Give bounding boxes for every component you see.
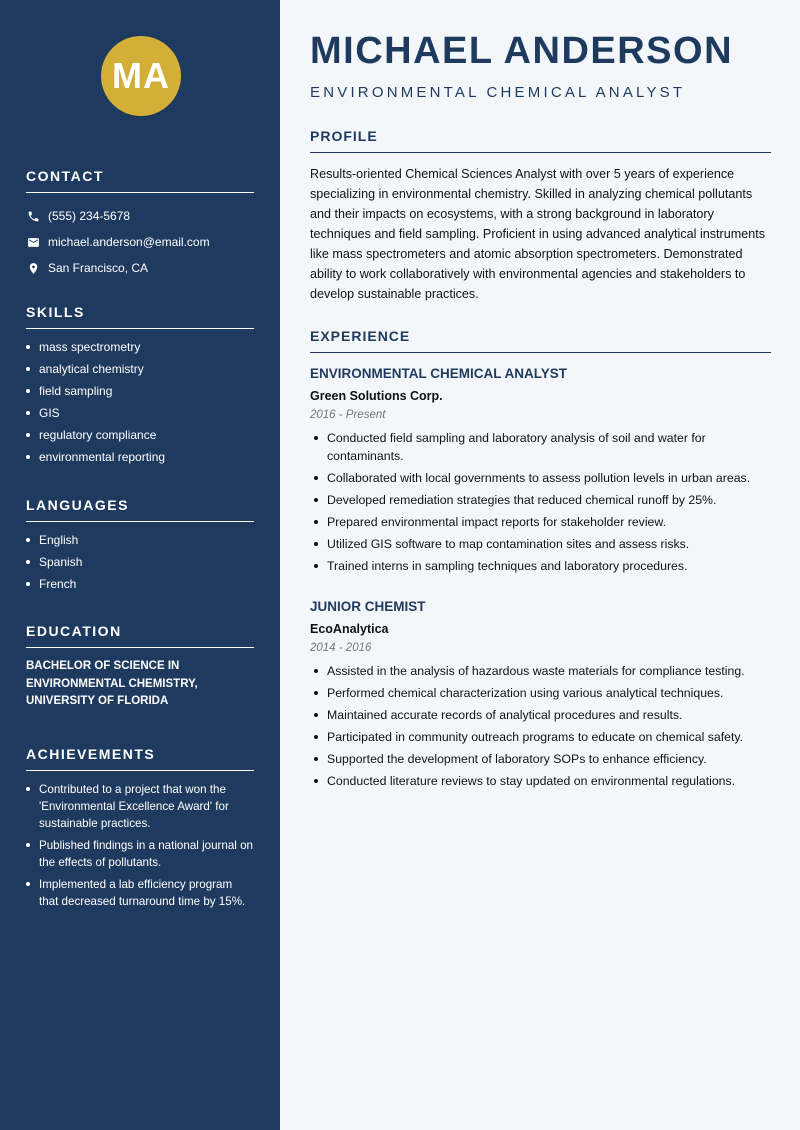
duty-item: Developed remediation strategies that reduced chemical runoff by 25%. — [310, 491, 771, 509]
email-icon — [26, 235, 40, 249]
job-dates: 2014 - 2016 — [310, 642, 372, 654]
duty-item: Supported the development of laboratory SOPs to enhance efficiency. — [310, 750, 771, 768]
email-text: michael.anderson@email.com — [48, 235, 210, 249]
achievement-item: Published findings in a national journal on the effects of pollutants. — [26, 837, 254, 871]
contact-heading: CONTACT — [26, 168, 254, 193]
education-degree: BACHELOR OF SCIENCE IN ENVIRONMENTAL CHEMISTRY, UNIVERSITY OF FLORIDA — [26, 660, 198, 707]
skill-item: regulatory compliance — [26, 427, 254, 443]
location-text: San Francisco, CA — [48, 261, 149, 275]
profile-heading: PROFILE — [310, 128, 771, 153]
contact-phone — [26, 203, 254, 229]
job-duties — [310, 429, 771, 575]
job-duties — [310, 662, 771, 790]
candidate-name: MICHAEL ANDERSON — [310, 30, 734, 72]
duty-item: Collaborated with local governments to assess pollution levels in urban areas. — [310, 469, 771, 487]
contact-section — [26, 168, 254, 281]
languages-list — [26, 532, 254, 592]
duty-item: Prepared environmental impact reports for stakeholder review. — [310, 513, 771, 531]
experience-heading: EXPERIENCE — [310, 328, 771, 353]
education-heading: EDUCATION — [26, 623, 254, 648]
education-section — [26, 623, 254, 711]
duty-item: Assisted in the analysis of hazardous waste materials for compliance testing. — [310, 662, 771, 680]
job-dates: 2016 - Present — [310, 409, 386, 421]
job-company: Green Solutions Corp. — [310, 389, 443, 403]
achievements-heading: ACHIEVEMENTS — [26, 746, 254, 771]
language-item: French — [26, 576, 254, 592]
phone-icon — [26, 209, 40, 223]
achievement-item: Implemented a lab efficiency program that decreased turnaround time by 15%. — [26, 876, 254, 910]
skills-heading: SKILLS — [26, 304, 254, 329]
languages-section — [26, 497, 254, 598]
contact-location — [26, 255, 254, 281]
job-entry — [310, 366, 771, 579]
skill-item: environmental reporting — [26, 449, 254, 465]
job-company: EcoAnalytica — [310, 622, 389, 636]
phone-text: (555) 234-5678 — [48, 209, 131, 223]
duty-item: Performed chemical characterization using various analytical techniques. — [310, 684, 771, 702]
skill-item: mass spectrometry — [26, 339, 254, 355]
duty-item: Trained interns in sampling techniques and laboratory procedures. — [310, 557, 771, 575]
job-entry — [310, 599, 771, 794]
achievements-list — [26, 781, 254, 910]
job-role: ENVIRONMENTAL CHEMICAL ANALYST — [310, 366, 568, 381]
profile-text: Results-oriented Chemical Sciences Analyst with over 5 years of experience specializing in environmental chemistry. Skilled in analyzing chemical pollutants and their impacts on ecosystems, with a strong background in laboratory techniques and field sampling. Proficient in using advanced analytical instruments like mass spectrometers and atomic absorption spectrometers. Demonstrated ability to work collaboratively with environmental agencies and stakeholders to develop sustainable practices. — [310, 167, 766, 301]
skill-item: analytical chemistry — [26, 361, 254, 377]
language-item: English — [26, 532, 254, 548]
avatar: MA — [101, 36, 181, 116]
candidate-title: ENVIRONMENTAL CHEMICAL ANALYST — [310, 84, 686, 101]
sidebar — [0, 0, 280, 1130]
achievements-section — [26, 746, 254, 915]
duty-item: Conducted field sampling and laboratory analysis of soil and water for contaminants. — [310, 429, 771, 465]
duty-item: Utilized GIS software to map contamination sites and assess risks. — [310, 535, 771, 553]
duty-item: Maintained accurate records of analytical procedures and results. — [310, 706, 771, 724]
language-item: Spanish — [26, 554, 254, 570]
achievement-item: Contributed to a project that won the 'Environmental Excellence Award' for sustainable practices. — [26, 781, 254, 832]
skill-item: GIS — [26, 405, 254, 421]
job-role: JUNIOR CHEMIST — [310, 599, 426, 614]
location-pin-icon — [26, 261, 40, 275]
duty-item: Conducted literature reviews to stay updated on environmental regulations. — [310, 772, 771, 790]
languages-heading: LANGUAGES — [26, 497, 254, 522]
skills-list — [26, 339, 254, 465]
skill-item: field sampling — [26, 383, 254, 399]
duty-item: Participated in community outreach programs to educate on chemical safety. — [310, 728, 771, 746]
skills-section — [26, 304, 254, 471]
contact-email — [26, 229, 254, 255]
